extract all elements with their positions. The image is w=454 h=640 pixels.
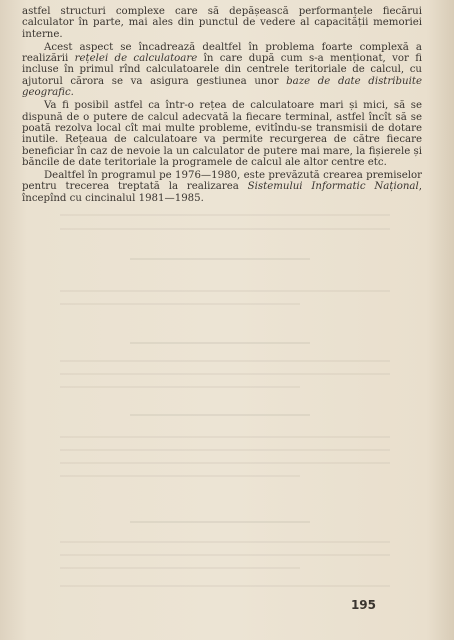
italic-text-run: baze de date distribuite geografic.: [22, 75, 422, 99]
body-text: [22, 6, 422, 206]
text-run: Va fi posibil astfel ca într-o rețea de calculatoare mari și mici, să se dispună de o putere de calcul adecvată la fiecare terminal, astfel încît să se poată rezolva local cît mai multe probleme, evitîndu-se transmisii de dotare inutile. Rețeaua de calculatoare va permite recurgerea de către fiecare beneficiar în caz de nevoie la un calculator de putere mai mare, la fișierele și băncile de date teritoriale la programele de calcul ale altor centre etc.: [22, 100, 422, 168]
text-run: Acest aspect se încadrează dealtfel în problema foarte complexă a realizării: [22, 41, 422, 65]
text-run: astfel structuri complexe care să depășească performanțele fiecărui calculator în parte, mai ales din punctul de vedere al capacității memoriei interne.: [22, 6, 422, 40]
page-number: 195: [350, 598, 376, 612]
paragraph: [22, 42, 422, 98]
paragraph: [22, 100, 422, 168]
text-run: în care după cum s-a menționat, vor fi incluse în primul rînd calculatoarele din centrele teritoriale de calcul, cu ajutorul cărora se va asigura gestiunea unor: [22, 53, 422, 87]
paragraph: [22, 170, 422, 204]
paragraph: [22, 6, 422, 40]
italic-text-run: rețelei de calculatoare: [74, 53, 198, 65]
text-run: Dealtfel în programul pe 1976—1980, este prevăzută crearea premiselor pentru trecerea treptată la realizarea: [22, 170, 422, 193]
text-run: , începînd cu cincinalul 1981—1985.: [22, 181, 422, 204]
italic-text-run: Sistemului Informatic Național: [247, 181, 419, 193]
